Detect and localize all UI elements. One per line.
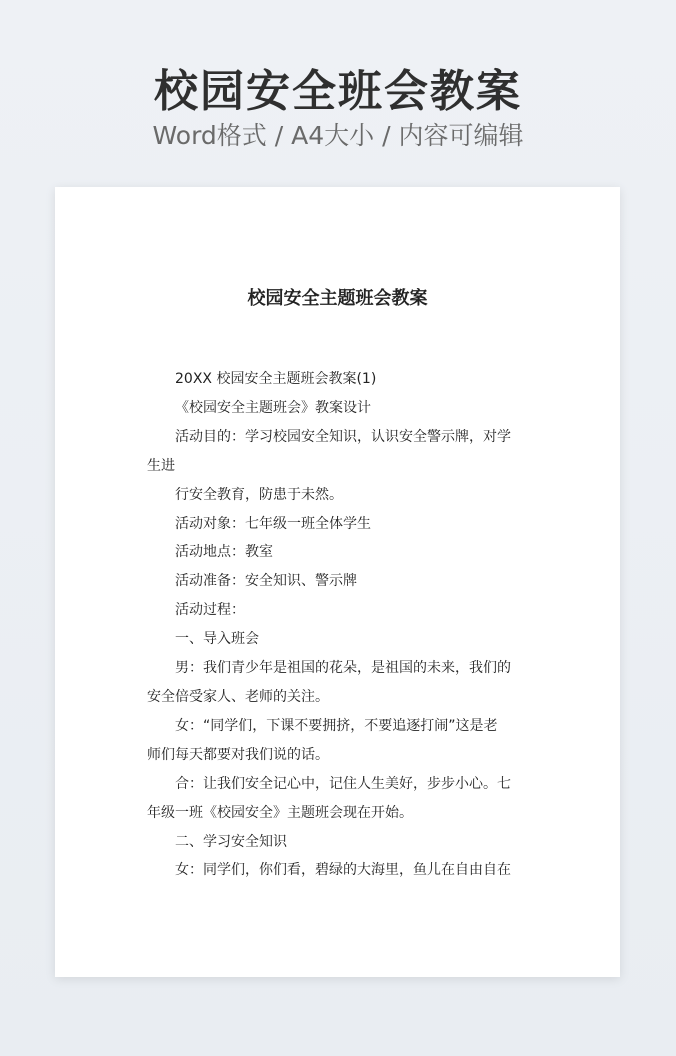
doc-line: 安全倍受家人、老师的关注。	[147, 688, 329, 705]
doc-line: 《校园安全主题班会》教案设计	[175, 399, 371, 416]
banner-subtitle: Word格式 / A4大小 / 内容可编辑	[152, 121, 524, 150]
doc-line: 女：“同学们，下课不要拥挤，不要追逐打闹”这是老	[175, 717, 498, 734]
document-page	[55, 187, 620, 977]
doc-line: 活动对象：七年级一班全体学生	[175, 515, 371, 532]
doc-line: 二、学习安全知识	[175, 833, 287, 850]
banner-title: 校园安全班会教案	[154, 66, 522, 117]
doc-line: 师们每天都要对我们说的话。	[147, 746, 329, 763]
doc-line: 男：我们青少年是祖国的花朵，是祖国的未来，我们的	[175, 660, 511, 677]
doc-line: 活动准备：安全知识、警示牌	[175, 573, 357, 590]
doc-line: 一、导入班会	[175, 631, 259, 648]
doc-line: 20XX 校园安全主题班会教案(1)	[175, 371, 377, 387]
doc-line: 年级一班《校园安全》主题班会现在开始。	[147, 804, 413, 821]
doc-line: 合：让我们安全记心中，记住人生美好，步步小心。七	[175, 775, 511, 792]
doc-line: 生进	[147, 457, 175, 474]
doc-line: 活动目的：学习校园安全知识，认识安全警示牌，对学	[175, 428, 511, 445]
doc-line: 女：同学们，你们看，碧绿的大海里，鱼儿在自由自在	[175, 862, 511, 879]
doc-line: 活动过程：	[175, 602, 245, 619]
document-title: 校园安全主题班会教案	[247, 288, 428, 309]
document-body	[147, 365, 533, 885]
doc-line: 活动地点：教室	[175, 544, 273, 561]
doc-line: 行安全教育，防患于未然。	[175, 486, 343, 503]
